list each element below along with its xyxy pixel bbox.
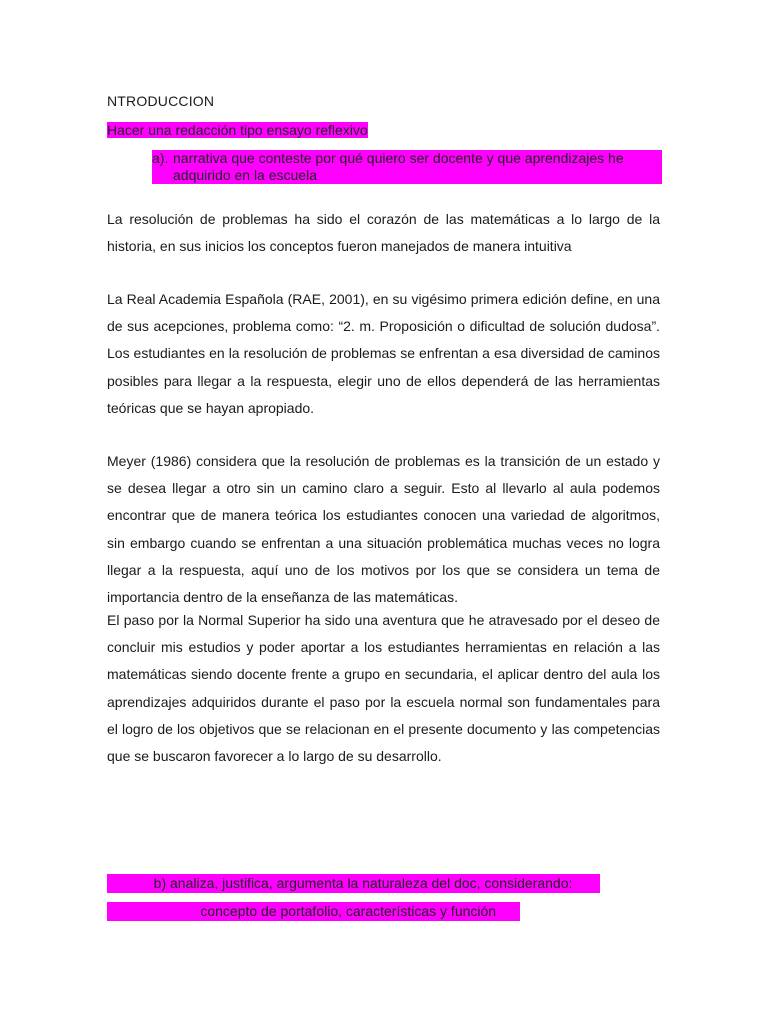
sub-item-a bbox=[152, 150, 662, 184]
instruction-line bbox=[107, 121, 368, 139]
sub-item-a-label: a). bbox=[152, 150, 169, 166]
sub-item-b-line-2: concepto de portafolio, características y función bbox=[107, 902, 520, 921]
instruction-highlight: Hacer una redacción tipo ensayo reflexivo bbox=[107, 122, 368, 138]
paragraph-3: Meyer (1986) considera que la resolución de problemas es la transición de un estado y se desea llegar a otro sin un camino claro a seguir. Esto al llevarlo al aula podemos encontrar que de manera teórica los estudiantes conocen una variedad de algoritmos, sin embargo cuando se enfrentan a una situación problemática muchas veces no logra llegar a la respuesta, aquí uno de los motivos por los que se considera un tema de importancia dentro de la enseñanza de las matemáticas. bbox=[107, 453, 660, 606]
paragraph-4: El paso por la Normal Superior ha sido una aventura que he atravesado por el deseo de concluir mis estudios y poder aportar a los estudiantes herramientas en relación a las matemáticas siendo docente frente a grupo en secundaria, el aplicar dentro del aula los aprendizajes adquiridos durante el paso por la escuela normal son fundamentales para el logro de los objetivos que se relacionan en el presente documento y las competencias que se buscaron favorecer a lo largo de su desarrollo. bbox=[107, 612, 660, 765]
sub-item-b-line-1: b) analiza, justifica, argumenta la naturaleza del doc, considerando: bbox=[107, 874, 600, 893]
document-heading: NTRODUCCION bbox=[107, 93, 215, 109]
paragraph-2: La Real Academia Española (RAE, 2001), en su vigésimo primera edición define, en una de sus acepciones, problema como: “2. m. Proposición o dificultad de solución dudosa”. Los estudiantes en la resolución de problemas se enfrentan a esa diversidad de caminos posibles para llegar a la respuesta, elegir uno de ellos dependerá de las herramientas teóricas que se hayan apropiado. bbox=[107, 291, 660, 416]
sub-item-a-text: narrativa que conteste por qué quiero ser docente y que aprendizajes he adquirido en la escuela bbox=[173, 150, 624, 183]
paragraph-1: La resolución de problemas ha sido el corazón de las matemáticas a lo largo de la historia, en sus inicios los conceptos fueron manejados de manera intuitiva bbox=[107, 211, 660, 255]
